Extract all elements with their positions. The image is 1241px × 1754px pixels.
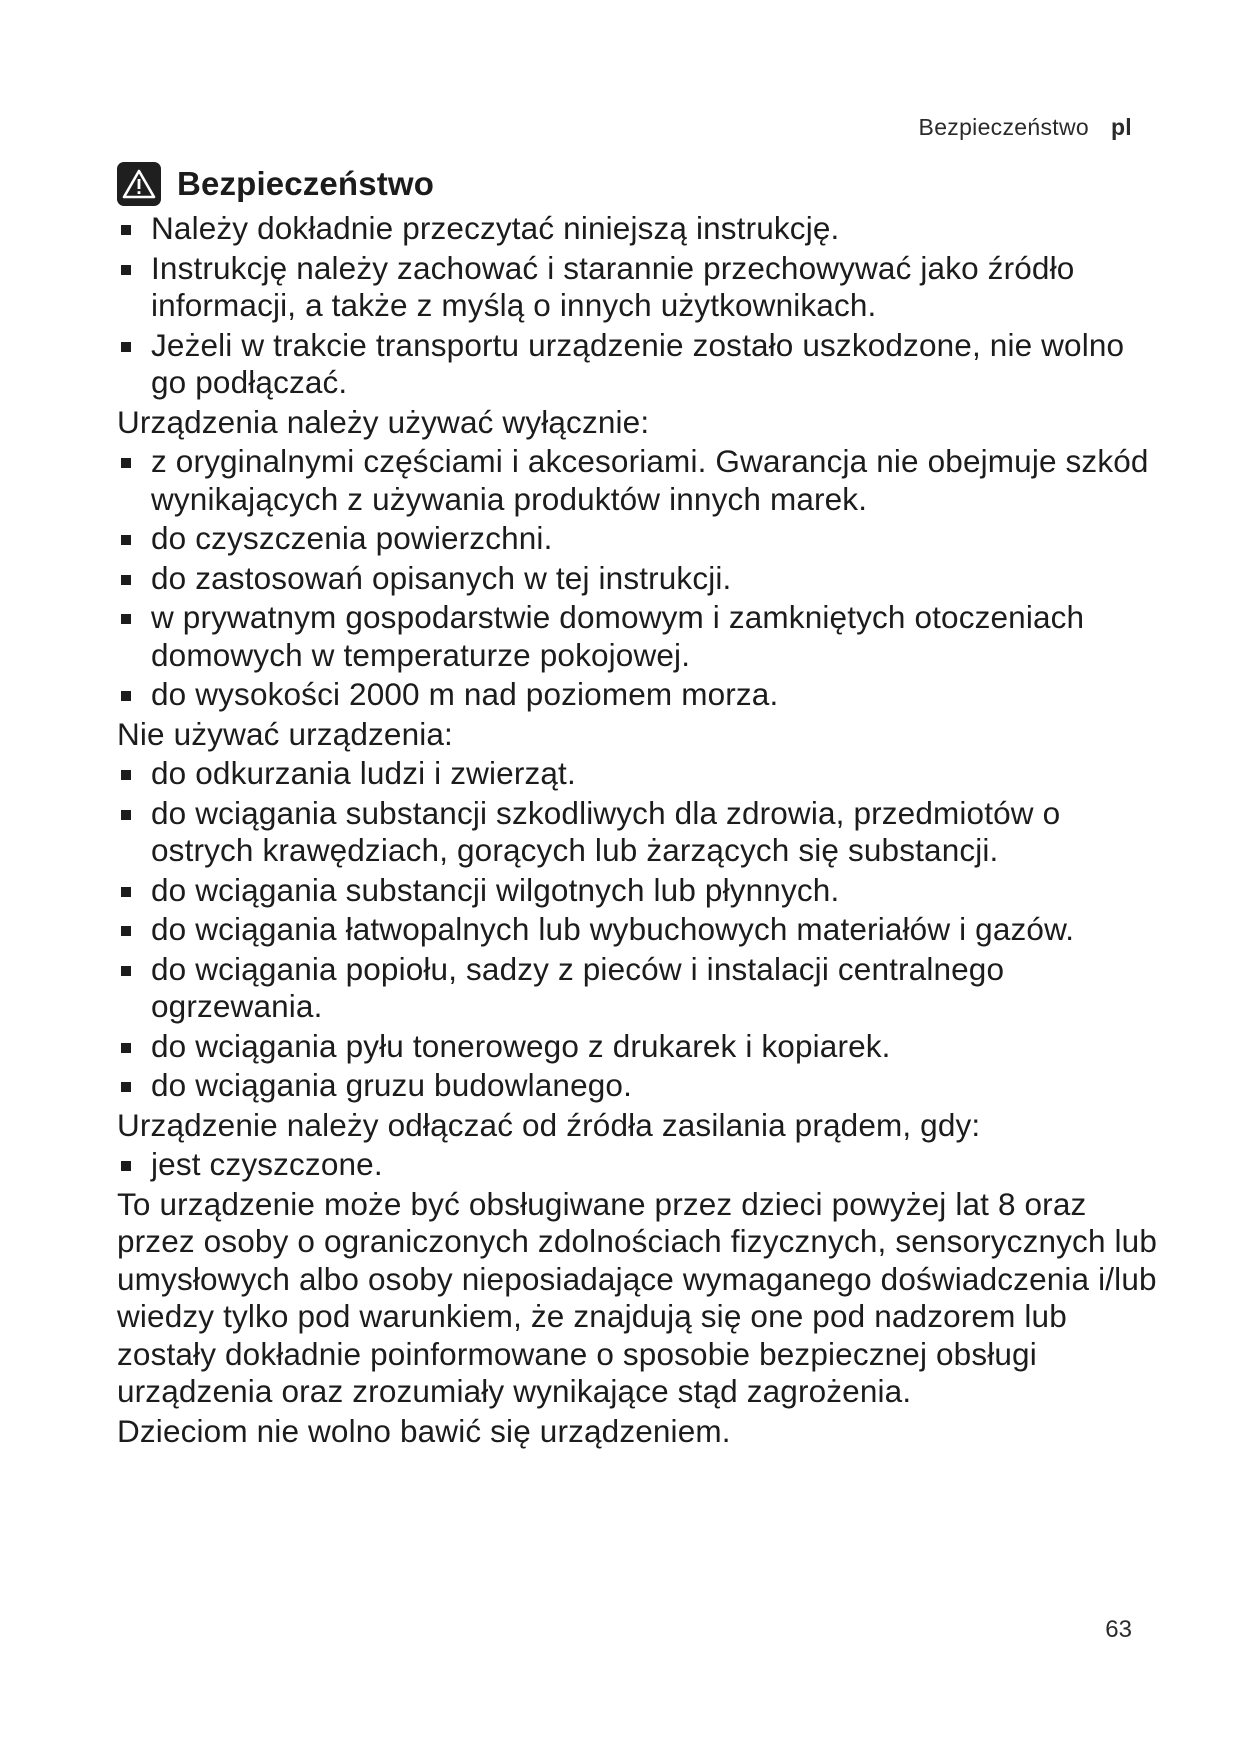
disconnect-lead: Urządzenie należy odłączać od źródła zasilania prądem, gdy: [117,1106,981,1143]
use-only-lead: Urządzenia należy używać wyłącznie: [117,403,650,440]
disconnect-list [117,1146,1157,1184]
list-item: do wciągania gruzu budowlanego. [117,1067,1157,1105]
page-number: 63 [1105,1616,1132,1643]
page-title: Bezpieczeństwo [177,165,434,203]
list-item: Jeżeli w trakcie transportu urządzenie zostało uszkodzone, nie wolno go podłączać. [117,327,1157,402]
section-heading [117,160,1157,208]
running-header [919,114,1132,141]
list-item: Należy dokładnie przeczytać niniejszą instrukcję. [117,210,1157,248]
warning-triangle-icon [117,162,161,206]
running-header-section: Bezpieczeństwo [918,114,1089,140]
children-paragraph: To urządzenie może być obsługiwane przez dzieci powyżej lat 8 oraz przez osoby o ograniczonych zdolnościach fizycznych, sensorycznych lub umysłowych albo osoby nieposiadające wymaganego doświadczenia i/lub wiedzy tylko pod warunkiem, że znajdują się one pod nadzorem lub zostały dokładnie poinformowane o sposobie bezpiecznej obsługi urządzenia oraz zrozumiały wynikające stąd zagrożenia. [117,1185,1158,1409]
list-item: do odkurzania ludzi i zwierząt. [117,755,1157,793]
safety-section [117,160,1157,1452]
list-item: do wciągania substancji szkodliwych dla zdrowia, przedmiotów o ostrych krawędziach, gorących lub żarzących się substancji. [117,795,1157,870]
children-note: Dzieciom nie wolno bawić się urządzeniem. [117,1412,731,1449]
list-item: do wciągania łatwopalnych lub wybuchowych materiałów i gazów. [117,911,1157,949]
list-item: do wciągania pyłu tonerowego z drukarek i kopiarek. [117,1028,1157,1066]
list-item: Instrukcję należy zachować i starannie przechowywać jako źródło informacji, a także z myślą o innych użytkownikach. [117,250,1157,325]
list-item: do wysokości 2000 m nad poziomem morza. [117,676,1157,714]
list-item: jest czyszczone. [117,1146,1157,1184]
list-item: do wciągania popiołu, sadzy z pieców i instalacji centralnego ogrzewania. [117,951,1157,1026]
list-item: z oryginalnymi częściami i akcesoriami. Gwarancja nie obejmuje szkód wynikających z używania produktów innych marek. [117,443,1157,518]
intro-list [117,210,1157,402]
list-item: do wciągania substancji wilgotnych lub płynnych. [117,872,1157,910]
list-item: w prywatnym gospodarstwie domowym i zamkniętych otoczeniach domowych w temperaturze pokojowej. [117,599,1157,674]
list-item: do zastosowań opisanych w tej instrukcji. [117,560,1157,598]
list-item: do czyszczenia powierzchni. [117,520,1157,558]
do-not-use-list [117,755,1157,1105]
do-not-use-lead: Nie używać urządzenia: [117,715,453,752]
use-only-list [117,443,1157,714]
language-code: pl [1110,114,1132,140]
